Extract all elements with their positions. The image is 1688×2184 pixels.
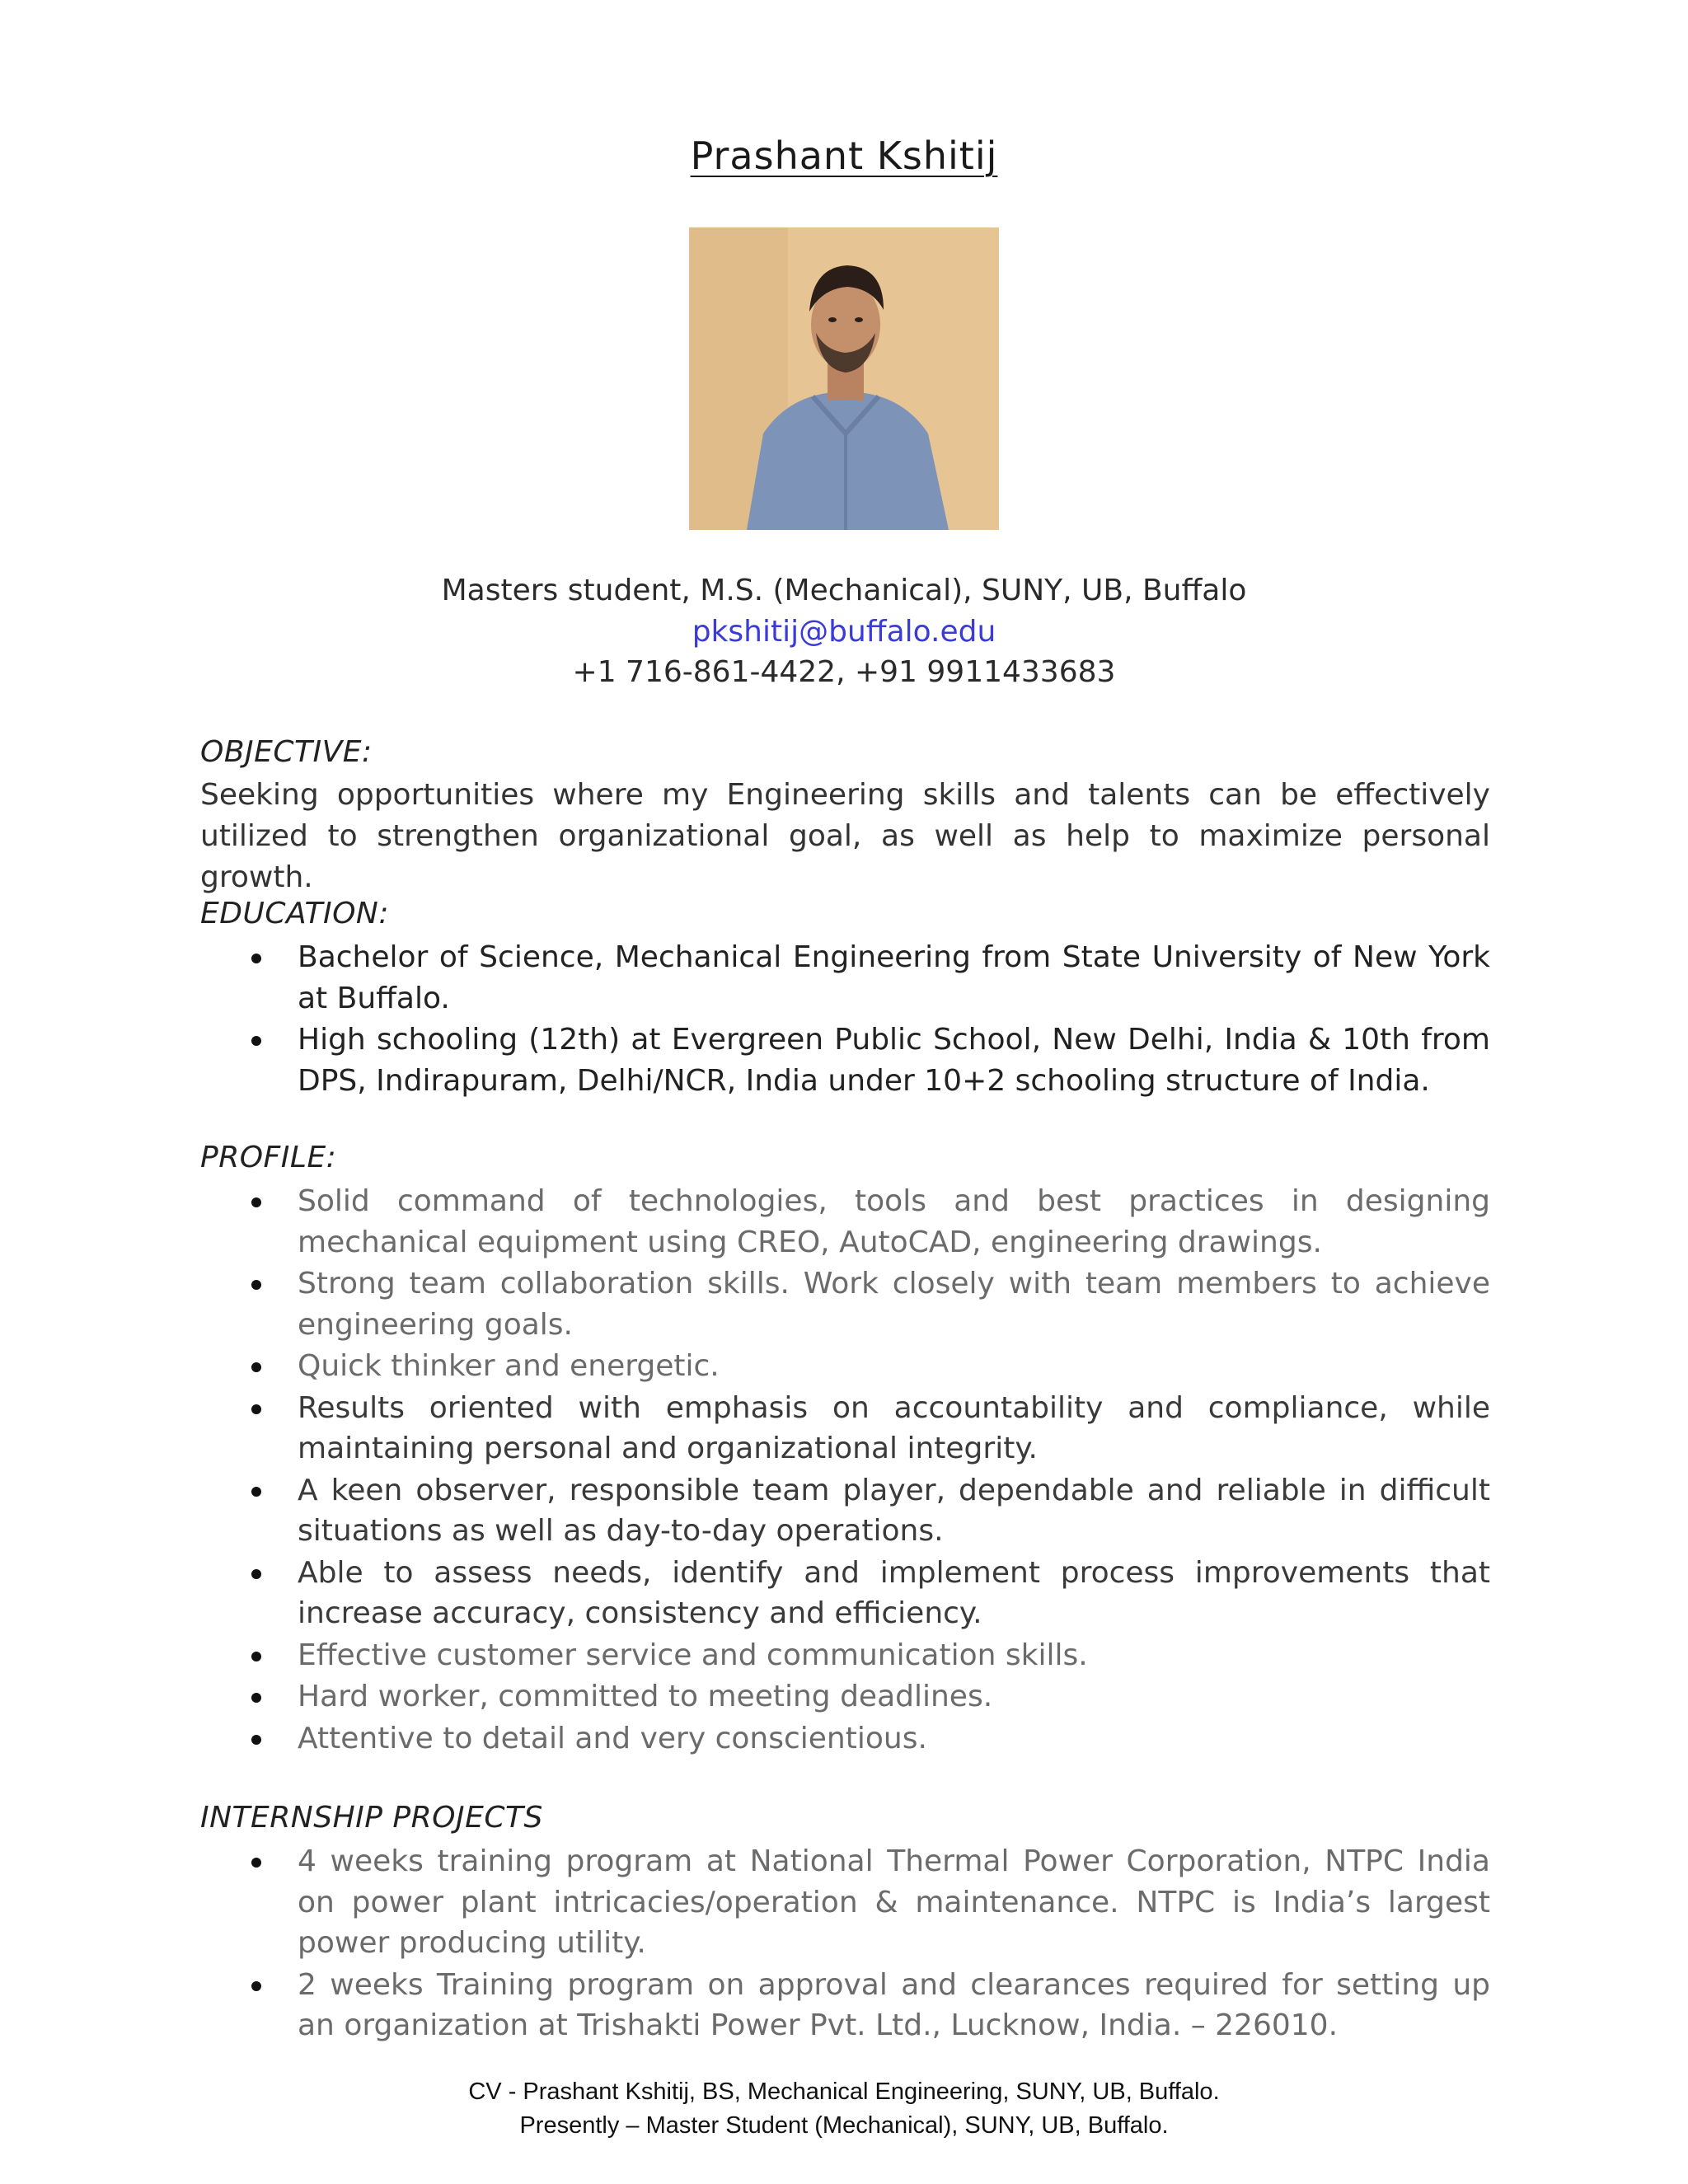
profile-list bbox=[200, 1181, 1490, 1760]
profile-heading: PROFILE: bbox=[200, 1141, 337, 1174]
list-item: Solid command of technologies, tools and best practices in designing mechanical equipment using CREO, AutoCAD, engineering drawings. bbox=[200, 1181, 1490, 1263]
contact-title: Masters student, M.S. (Mechanical), SUNY, UB, Buffalo bbox=[441, 574, 1247, 607]
list-item: Bachelor of Science, Mechanical Engineering from State University of New York at Buffalo. bbox=[200, 937, 1490, 1019]
internships-list bbox=[200, 1841, 1490, 2047]
person-portrait-icon bbox=[689, 227, 999, 530]
list-item: Able to assess needs, identify and implement process improvements that increase accuracy, consistency and efficiency. bbox=[200, 1553, 1490, 1634]
list-item: Attentive to detail and very conscientious. bbox=[200, 1718, 1490, 1760]
list-item: Effective customer service and communication skills. bbox=[200, 1635, 1490, 1676]
phone-numbers: +1 716-861-4422, +91 9911433683 bbox=[572, 655, 1116, 689]
list-item: A keen observer, responsible team player, dependable and reliable in difficult situations as well as day-to-day operations. bbox=[200, 1470, 1490, 1552]
footer-line-2: Presently – Master Student (Mechanical), SUNY, UB, Buffalo. bbox=[519, 2112, 1169, 2139]
footer-line-1: CV - Prashant Kshitij, BS, Mechanical Engineering, SUNY, UB, Buffalo. bbox=[468, 2079, 1220, 2105]
profile-photo bbox=[689, 227, 999, 530]
list-item: Strong team collaboration skills. Work closely with team members to achieve engineering goals. bbox=[200, 1263, 1490, 1345]
list-item: High schooling (12th) at Evergreen Public School, New Delhi, India & 10th from DPS, Indirapuram, Delhi/NCR, India under 10+2 schooling structure of India. bbox=[200, 1019, 1490, 1101]
list-item: Quick thinker and energetic. bbox=[200, 1346, 1490, 1387]
education-list bbox=[200, 937, 1490, 1102]
education-heading: EDUCATION: bbox=[200, 897, 389, 930]
list-item: Results oriented with emphasis on accountability and compliance, while maintaining personal and organizational integrity. bbox=[200, 1388, 1490, 1469]
email-link[interactable]: pkshitij@buffalo.edu bbox=[692, 615, 996, 649]
list-item: Hard worker, committed to meeting deadlines. bbox=[200, 1676, 1490, 1718]
internships-heading: INTERNSHIP PROJECTS bbox=[200, 1801, 543, 1835]
objective-text bbox=[200, 775, 1490, 898]
list-item: 2 weeks Training program on approval and clearances required for setting up an organization at Trishakti Power Pvt. Ltd., Lucknow, India. – 226010. bbox=[200, 1965, 1490, 2046]
objective-text-body: Seeking opportunities where my Engineering skills and talents can be effectively utilized to strengthen organizational goal, as well as help to maximize personal growth. bbox=[200, 778, 1490, 894]
list-item: 4 weeks training program at National Thermal Power Corporation, NTPC India on power plant intricacies/operation & maintenance. NTPC is India’s largest power producing utility. bbox=[200, 1841, 1490, 1964]
objective-heading: OBJECTIVE: bbox=[200, 735, 373, 769]
candidate-name: Prashant Kshitij bbox=[690, 134, 998, 178]
